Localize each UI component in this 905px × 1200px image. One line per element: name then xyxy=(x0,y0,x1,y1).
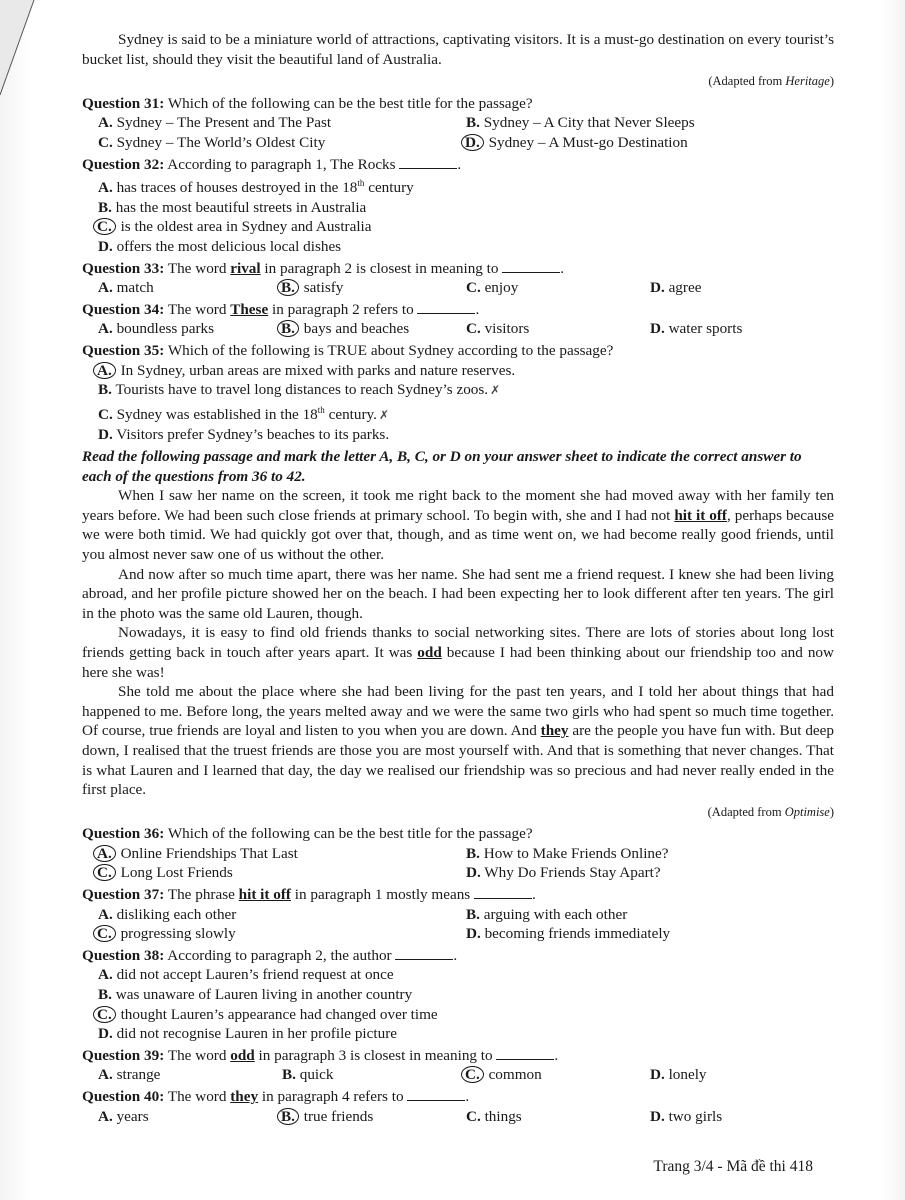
question-stem: Question 33: The word rival in paragraph 2 is closest in meaning to . xyxy=(82,259,565,277)
answer-text: offers the most delicious local dishes xyxy=(116,238,342,255)
answer-blank xyxy=(407,1088,465,1101)
question-keyword: odd xyxy=(230,1046,255,1064)
answer-text: did not accept Lauren’s friend request at once xyxy=(116,966,394,984)
answer-letter: B. xyxy=(98,198,112,216)
answer-option[interactable] xyxy=(98,320,214,337)
keyword-hit-it-off: hit it off xyxy=(674,506,727,524)
answer-options-row xyxy=(82,425,834,445)
answer-options-row xyxy=(82,1005,834,1025)
passage2 xyxy=(82,486,834,822)
keyword-they: they xyxy=(540,722,569,740)
answer-letter: C. xyxy=(98,405,113,423)
answer-text: two girls xyxy=(668,1107,723,1125)
answer-option[interactable] xyxy=(98,279,154,296)
circled-answer-letter: A. xyxy=(93,845,116,862)
answer-text: lonely xyxy=(668,1066,707,1084)
answer-option[interactable] xyxy=(466,320,529,337)
passage1-source: (Adapted from Heritage) xyxy=(708,74,834,89)
answer-option[interactable] xyxy=(98,1066,160,1083)
answer-option[interactable] xyxy=(98,1108,149,1125)
answer-text: Sydney was established in the 18th century. xyxy=(116,404,377,423)
passage2-paragraph-3: Nowadays, it is easy to find old friends thanks to social networking sites. There are lots of stories about long lost friends getting back in touch after years apart. It was odd because I had been thinking about our friendship too and now here she was! xyxy=(82,624,834,681)
answer-option[interactable] xyxy=(98,925,236,942)
answer-text: bays and beaches xyxy=(303,320,410,338)
answer-text: Sydney – The Present and The Past xyxy=(116,114,332,132)
answer-option[interactable] xyxy=(98,406,389,423)
answer-letter: B. xyxy=(466,844,480,862)
answer-text: In Sydney, urban areas are mixed with parks and nature reserves. xyxy=(120,361,516,379)
answer-text: How to Make Friends Online? xyxy=(483,844,669,862)
answer-letter: A. xyxy=(98,114,113,132)
question-label: Question 32: xyxy=(82,155,165,173)
question-label: Question 35: xyxy=(82,341,165,359)
answer-letter: D. xyxy=(650,1107,665,1125)
answer-letter: C. xyxy=(466,1107,481,1125)
answer-letter: D. xyxy=(98,1025,113,1043)
answer-letter: B. xyxy=(466,114,480,132)
answer-text: Tourists have to travel long distances to reach Sydney’s zoos. xyxy=(115,381,489,399)
cross-mark-icon: ✗ xyxy=(378,407,390,422)
answer-text: Online Friendships That Last xyxy=(120,844,298,862)
answer-text: enjoy xyxy=(484,279,519,297)
answer-text: progressing slowly xyxy=(120,925,236,943)
circled-answer-letter: C. xyxy=(93,1006,116,1023)
answer-text: disliking each other xyxy=(116,905,237,923)
answer-options-row xyxy=(82,401,834,426)
question-label: Question 36: xyxy=(82,825,165,843)
answer-text: Long Lost Friends xyxy=(120,864,233,882)
answer-letter: A. xyxy=(98,905,113,923)
page-fold-edge xyxy=(0,0,50,120)
answer-blank xyxy=(502,260,560,273)
answer-option[interactable] xyxy=(466,906,627,923)
answer-text: common xyxy=(488,1066,542,1084)
answer-option[interactable] xyxy=(650,320,742,337)
answer-text: years xyxy=(116,1107,149,1125)
answer-text: arguing with each other xyxy=(483,905,628,923)
answer-options xyxy=(82,1107,834,1127)
answer-text: true friends xyxy=(303,1107,374,1125)
question-label: Question 39: xyxy=(82,1046,165,1064)
question-stem: Question 38: According to paragraph 2, the author . xyxy=(82,946,458,964)
answer-text: visitors xyxy=(484,320,530,338)
answer-options-row xyxy=(82,905,834,925)
answer-letter: A. xyxy=(98,966,113,984)
answer-letter: A. xyxy=(98,320,113,338)
answer-letter: A. xyxy=(98,279,113,297)
question-stem: Question 40: The word they in paragraph 4 refers to . xyxy=(82,1088,470,1105)
answer-letter: B. xyxy=(98,986,112,1004)
answer-options-row xyxy=(82,133,834,153)
question-keyword: These xyxy=(230,300,269,318)
circled-answer-letter: B. xyxy=(277,1108,299,1125)
answer-letter: A. xyxy=(98,1107,113,1125)
answer-option[interactable] xyxy=(98,426,389,443)
question-keyword: rival xyxy=(230,259,261,277)
question-label: Question 33: xyxy=(82,259,165,277)
questions-36-40 xyxy=(82,824,834,1126)
answer-letter: D. xyxy=(650,320,665,338)
answer-letter: A. xyxy=(98,1066,113,1084)
passage2-source: (Adapted from Optimise) xyxy=(707,804,834,819)
question-stem: Question 39: The word odd in paragraph 3 is closest in meaning to . xyxy=(82,1046,559,1064)
circled-answer-letter: D. xyxy=(461,134,484,151)
answer-text: has traces of houses destroyed in the 18th century xyxy=(116,178,414,197)
passage2-paragraph-4: She told me about the place where she had been living for the past ten years, and I told her about things that had happened to me. Before long, the years melted away and we were the same two girls who had spent so much time together. Of course, true friends are loyal and listen to you when you are down. And they are the people you have fun with. But deep down, I realised that the truest friends are those you are most yourself with. And that is something that never changes. That is what Lauren and I learned that day, the day we realised our friendship was so precious and had never really ended in the first place. xyxy=(82,683,834,799)
answer-option[interactable] xyxy=(98,906,236,923)
answer-option[interactable] xyxy=(98,845,298,862)
circled-answer-letter: C. xyxy=(93,864,116,881)
answer-option[interactable] xyxy=(98,1025,397,1042)
answer-letter: D. xyxy=(650,1066,665,1084)
question-stem: Question 35: Which of the following is TRUE about Sydney according to the passage? xyxy=(82,341,614,359)
passage2-paragraph-2: And now after so much time apart, there was her name. She had sent me a friend request. I knew she had been living abroad, and her profile picture showed her on the beach. I had been expecting her to look different after ten years. The girl in the photo was the same old Lauren, though. xyxy=(82,565,834,622)
answer-text: becoming friends immediately xyxy=(484,925,671,943)
circled-answer-letter: B. xyxy=(277,320,299,337)
answer-option[interactable] xyxy=(466,134,688,151)
answer-options-row xyxy=(82,844,834,864)
answer-options-row xyxy=(82,198,834,218)
passage1-closing-paragraph: Sydney is said to be a miniature world of attractions, captivating visitors. It is a must-go destination on every tourist’s bucket list, should they visit the beautiful land of Australia. xyxy=(82,31,834,68)
question-label: Question 37: xyxy=(82,886,165,904)
answer-letter: D. xyxy=(650,279,665,297)
answer-letter: B. xyxy=(98,381,112,399)
answer-options-row xyxy=(82,174,834,198)
answer-options-row xyxy=(82,863,834,883)
answer-option[interactable] xyxy=(98,179,414,196)
answer-blank xyxy=(399,156,457,169)
answer-text: boundless parks xyxy=(116,320,215,338)
question-keyword: they xyxy=(230,1088,259,1105)
answer-options-row xyxy=(82,113,834,133)
question-label: Question 31: xyxy=(82,94,165,112)
page-footer: Trang 3/4 - Mã đề thi 418 xyxy=(653,1158,813,1175)
answer-letter: C. xyxy=(466,279,481,297)
answer-letter: D. xyxy=(98,238,113,255)
answer-options-row xyxy=(82,985,834,1005)
answer-letter: A. xyxy=(98,179,113,197)
answer-option[interactable] xyxy=(650,279,701,296)
section-instruction: Read the following passage and mark the letter A, B, C, or D on your answer sheet to indicate the correct answer to each of the questions from 36 to 42. xyxy=(82,448,802,485)
answer-option[interactable] xyxy=(98,362,515,379)
circled-answer-letter: A. xyxy=(93,362,116,379)
answer-text: was unaware of Lauren living in another country xyxy=(115,986,413,1004)
answer-options xyxy=(82,1065,834,1085)
passage2-paragraph-1: When I saw her name on the screen, it took me right back to the moment she had moved away with her family ten years before. We had been such close friends at primary school. To begin with, she and I had not hit it off, perhaps because we were both timid. We had quickly got over that, though, and as time went on, we had become really good friends, until you almost never saw one of us without the other. xyxy=(82,487,835,563)
answer-text: thought Lauren’s appearance had changed over time xyxy=(120,1005,438,1023)
answer-option[interactable] xyxy=(98,238,341,255)
question-stem: Question 36: Which of the following can be the best title for the passage? xyxy=(82,825,533,843)
question-label: Question 34: xyxy=(82,300,165,318)
answer-option[interactable] xyxy=(466,864,661,881)
answer-options-row xyxy=(82,965,834,985)
answer-text: has the most beautiful streets in Australia xyxy=(115,198,367,216)
answer-options-row xyxy=(82,1024,834,1044)
answer-options-row xyxy=(82,217,834,237)
answer-text: agree xyxy=(668,279,702,297)
answer-text: Sydney – A City that Never Sleeps xyxy=(483,114,695,132)
question-keyword: hit it off xyxy=(238,886,291,904)
answer-text: satisfy xyxy=(303,279,344,297)
answer-letter: D. xyxy=(98,426,113,444)
circled-answer-letter: B. xyxy=(277,279,299,296)
answer-options xyxy=(82,278,834,298)
answer-blank xyxy=(395,947,453,960)
answer-text: Visitors prefer Sydney’s beaches to its parks. xyxy=(116,426,390,444)
answer-option[interactable] xyxy=(650,1066,707,1083)
question-stem: Question 31: Which of the following can be the best title for the passage? xyxy=(82,94,533,112)
answer-option[interactable] xyxy=(98,966,394,983)
answer-options-row xyxy=(82,361,834,381)
cross-mark-icon: ✗ xyxy=(490,383,501,398)
answer-options-row xyxy=(82,380,834,401)
answer-text: water sports xyxy=(668,320,743,338)
answer-letter: C. xyxy=(466,320,481,338)
answer-text: is the oldest area in Sydney and Australia xyxy=(120,218,372,236)
question-label: Question 40: xyxy=(82,1088,165,1105)
answer-text: match xyxy=(116,279,154,297)
answer-letter: B. xyxy=(282,1066,296,1084)
answer-option[interactable] xyxy=(282,320,409,337)
answer-options-row xyxy=(82,924,834,944)
question-label: Question 38: xyxy=(82,946,165,964)
answer-option[interactable] xyxy=(98,199,366,216)
circled-answer-letter: C. xyxy=(93,218,116,235)
answer-option[interactable] xyxy=(98,114,331,131)
answer-text: strange xyxy=(116,1066,161,1084)
answer-option[interactable] xyxy=(466,279,518,296)
answer-text: did not recognise Lauren in her profile picture xyxy=(116,1025,398,1043)
answer-option[interactable] xyxy=(98,134,325,151)
answer-letter: D. xyxy=(466,925,481,943)
answer-text: things xyxy=(484,1107,522,1125)
answer-option[interactable] xyxy=(98,986,412,1003)
circled-answer-letter: C. xyxy=(93,925,116,942)
question-stem: Question 37: The phrase hit it off in paragraph 1 mostly means . xyxy=(82,886,536,904)
answer-option[interactable] xyxy=(98,864,233,881)
keyword-odd: odd xyxy=(417,643,442,661)
answer-text: Sydney – A Must-go Destination xyxy=(488,133,688,151)
answer-option[interactable] xyxy=(466,1066,542,1083)
answer-text: Why Do Friends Stay Apart? xyxy=(484,864,661,882)
answer-option[interactable] xyxy=(650,1108,722,1125)
answer-option[interactable] xyxy=(466,1108,522,1125)
answer-text: Sydney – The World’s Oldest City xyxy=(116,133,326,151)
answer-option[interactable] xyxy=(282,1066,333,1083)
answer-option[interactable] xyxy=(98,1006,438,1023)
circled-answer-letter: C. xyxy=(461,1066,484,1083)
question-stem: Question 34: The word These in paragraph 2 refers to . xyxy=(82,300,480,318)
answer-blank xyxy=(496,1047,554,1060)
answer-option[interactable] xyxy=(282,1108,373,1125)
answer-option[interactable] xyxy=(282,279,343,296)
exam-content xyxy=(82,30,834,1126)
answer-text: quick xyxy=(299,1066,334,1084)
answer-option[interactable] xyxy=(98,381,500,398)
answer-letter: B. xyxy=(466,905,480,923)
questions-31-35 xyxy=(82,94,834,445)
answer-options-row xyxy=(82,237,834,257)
answer-option[interactable] xyxy=(466,114,695,131)
answer-letter: C. xyxy=(98,133,113,151)
answer-letter: D. xyxy=(466,864,481,882)
answer-blank xyxy=(417,301,475,314)
question-stem: Question 32: According to paragraph 1, The Rocks . xyxy=(82,155,462,173)
answer-options xyxy=(82,319,834,339)
answer-option[interactable] xyxy=(98,218,372,235)
answer-option[interactable] xyxy=(466,925,670,942)
answer-blank xyxy=(474,886,532,899)
answer-option[interactable] xyxy=(466,845,668,862)
